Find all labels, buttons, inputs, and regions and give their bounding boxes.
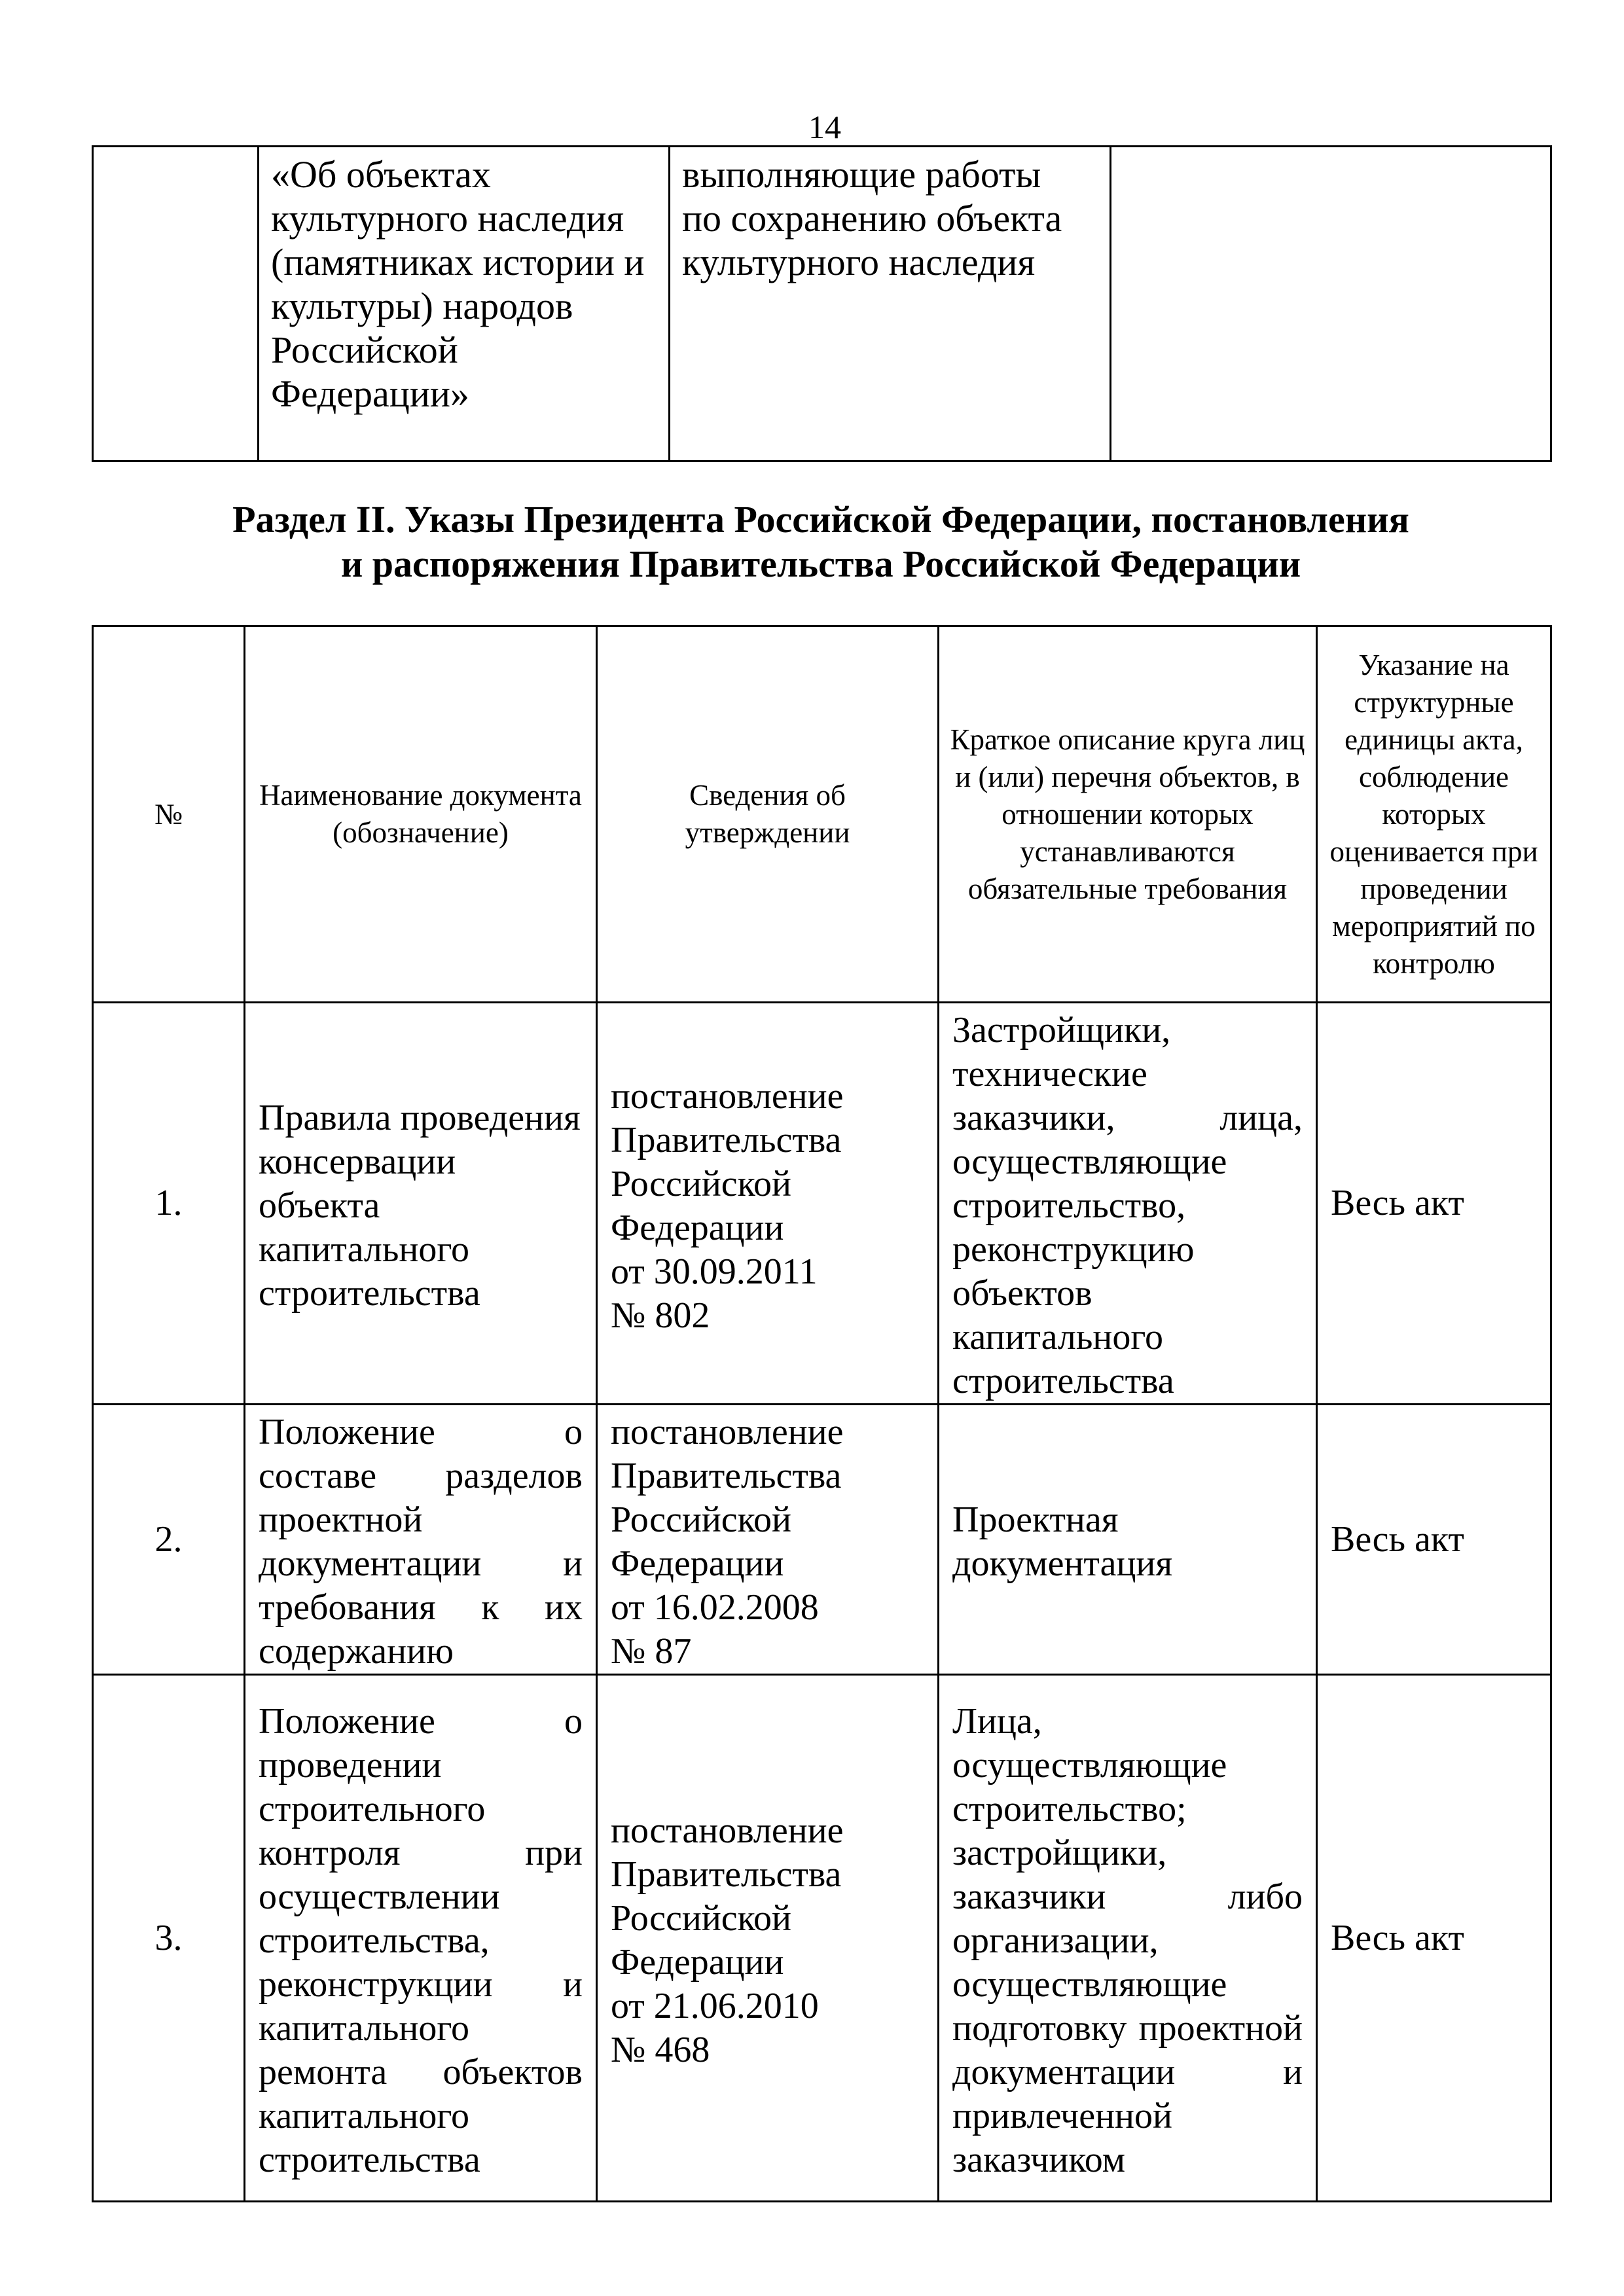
approval-from: от	[611, 1251, 645, 1292]
section-title	[92, 497, 1550, 586]
approval-date: 16.02.2008	[653, 1587, 819, 1628]
approval-text: постановление Правительства Российской Федерации	[611, 1412, 844, 1584]
table-cell-empty	[93, 147, 259, 461]
approval-text: постановление Правительства Российской Федерации	[611, 1810, 844, 1982]
approval-from: от	[611, 1986, 645, 2026]
header-units: Указание на структурные единицы акта, соблюдение которых оценивается при проведении мероприятий по контролю	[1317, 626, 1551, 1003]
header-num: №	[93, 626, 245, 1003]
table-row	[93, 1675, 1551, 2202]
approval-text: постановление Правительства Российской Федерации	[611, 1075, 844, 1248]
approval-date-line	[611, 1984, 924, 2028]
approval-number: № 468	[611, 2030, 710, 2070]
approval-date-line	[611, 1250, 924, 1294]
structural-units: Весь акт	[1317, 1003, 1551, 1405]
text-line: (памятниках истории и	[271, 241, 645, 283]
structural-units: Весь акт	[1317, 1675, 1551, 2202]
structural-units: Весь акт	[1317, 1405, 1551, 1675]
table-row	[93, 147, 1551, 461]
table-row	[93, 1003, 1551, 1405]
row-number: 2.	[93, 1405, 245, 1675]
document-name: Положение о составе разделов проектной документации и требования к их содержанию	[245, 1405, 597, 1675]
approval-from: от	[611, 1587, 645, 1628]
law-name-cell	[259, 147, 670, 461]
table-cell-empty	[1111, 147, 1551, 461]
text-line: Федерации»	[271, 372, 469, 415]
text-line: культурного наследия	[682, 241, 1036, 283]
document-name: Положение о проведении строительного контроля при осуществлении строительства, реконструкции и капитального ремонта объектов капитального строительства	[245, 1675, 597, 2202]
scope-description: Застройщики, технические заказчики, лица, осуществляющие строительство, реконструкцию объектов капитального строительства	[939, 1003, 1317, 1405]
text-line: культуры) народов	[271, 285, 573, 327]
persons-cell	[670, 147, 1111, 461]
approval-info	[597, 1003, 939, 1405]
text-line: выполняющие работы	[682, 153, 1041, 196]
header-approval: Сведения об утверждении	[597, 626, 939, 1003]
row-number: 3.	[93, 1675, 245, 2202]
section-title-line: и распоряжения Правительства Российской Федерации	[340, 543, 1301, 585]
table-header-row	[93, 626, 1551, 1003]
section-title-line: Раздел II. Указы Президента Российской Федерации, постановления	[232, 498, 1409, 541]
approval-info	[597, 1405, 939, 1675]
document-name: Правила проведения консервации объекта капитального строительства	[245, 1003, 597, 1405]
header-description: Краткое описание круга лиц и (или) перечня объектов, в отношении которых устанавливаются обязательные требования	[939, 626, 1317, 1003]
approval-date: 30.09.2011	[653, 1251, 818, 1292]
text-line: «Об объектах	[271, 153, 491, 196]
approval-info	[597, 1675, 939, 2202]
text-line: Российской	[271, 329, 458, 371]
text-line: культурного наследия	[271, 197, 624, 240]
row-number: 1.	[93, 1003, 245, 1405]
header-name: Наименование документа (обозначение)	[245, 626, 597, 1003]
continuation-table	[92, 145, 1552, 462]
page-number: 14	[808, 109, 841, 145]
approval-number: № 802	[611, 1295, 710, 1336]
approval-date-line	[611, 1586, 924, 1630]
table-row	[93, 1405, 1551, 1675]
scope-description: Проектная документация	[939, 1405, 1317, 1675]
text-line: по сохранению объекта	[682, 197, 1062, 240]
approval-date: 21.06.2010	[653, 1986, 819, 2026]
scope-description: Лица, осуществляющие строительство; застройщики, заказчики либо организации, осуществляющие подготовку проектной документации и привлеченной заказчиком	[939, 1675, 1317, 2202]
requirements-table	[92, 625, 1552, 2202]
approval-number: № 87	[611, 1631, 692, 1672]
